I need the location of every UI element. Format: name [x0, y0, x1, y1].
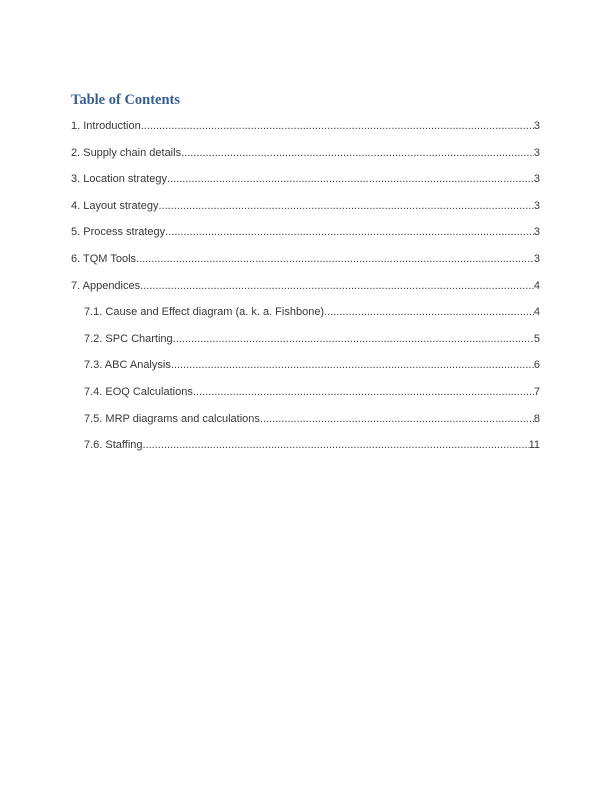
- toc-leader-dots: [143, 432, 529, 459]
- toc-entry-layout-strategy[interactable]: [71, 193, 540, 220]
- toc-entry-supply-chain-details[interactable]: [71, 140, 540, 167]
- toc-entry-mrp-diagrams-and-calculations[interactable]: [71, 406, 540, 433]
- toc-leader-dots: [181, 140, 534, 167]
- table-of-contents: [71, 113, 540, 459]
- toc-entry-introduction[interactable]: [71, 113, 540, 140]
- toc-entry-label: 7.2. SPC Charting: [84, 332, 173, 345]
- toc-entry-tqm-tools[interactable]: [71, 246, 540, 273]
- toc-entry-label: 3. Location strategy: [71, 173, 168, 186]
- toc-entry-page: 6: [533, 359, 540, 372]
- toc-leader-dots: [171, 352, 534, 379]
- toc-entry-label: 7.5. MRP diagrams and calculations: [84, 412, 260, 425]
- toc-entry-spc-charting[interactable]: [71, 326, 540, 353]
- toc-entry-eoq-calculations[interactable]: [71, 379, 540, 406]
- toc-leader-dots: [141, 113, 534, 140]
- toc-entry-page: 3: [533, 226, 540, 239]
- toc-entry-page: 5: [533, 332, 540, 345]
- toc-entry-label: 4. Layout strategy: [71, 199, 159, 212]
- toc-leader-dots: [165, 219, 534, 246]
- toc-entry-page: 3: [533, 120, 540, 132]
- toc-entry-process-strategy[interactable]: [71, 219, 540, 246]
- toc-entry-label: 2. Supply chain details: [71, 146, 182, 159]
- toc-entry-staffing[interactable]: [71, 432, 540, 459]
- toc-leader-dots: [324, 299, 534, 326]
- toc-leader-dots: [167, 166, 534, 193]
- toc-entry-page: 3: [533, 146, 540, 159]
- toc-entry-page: 3: [533, 199, 540, 212]
- toc-entry-appendices[interactable]: [71, 273, 540, 300]
- toc-entry-page: 3: [533, 173, 540, 186]
- toc-entry-page: 11: [528, 439, 540, 452]
- toc-leader-dots: [173, 326, 534, 353]
- toc-entry-label: 6. TQM Tools: [71, 252, 137, 265]
- toc-entry-page: 7: [533, 385, 540, 398]
- toc-entry-cause-and-effect-diagram[interactable]: [71, 299, 540, 326]
- toc-leader-dots: [193, 379, 534, 406]
- toc-leader-dots: [158, 193, 533, 220]
- toc-leader-dots: [136, 246, 534, 273]
- toc-entry-label: 7.1. Cause and Effect diagram (a. k. a. Fishbone): [84, 306, 325, 319]
- toc-title: Table of Contents: [71, 92, 181, 108]
- toc-leader-dots: [140, 273, 534, 300]
- toc-entry-label: 5. Process strategy: [71, 226, 166, 239]
- toc-entry-abc-analysis[interactable]: [71, 352, 540, 379]
- toc-entry-page: 4: [533, 306, 540, 319]
- toc-leader-dots: [260, 406, 534, 433]
- toc-entry-label: 7.6. Staffing: [84, 439, 143, 452]
- toc-entry-page: 4: [533, 279, 540, 292]
- toc-entry-label: 7. Appendices: [71, 279, 141, 292]
- toc-entry-location-strategy[interactable]: [71, 166, 540, 193]
- toc-entry-page: 3: [533, 252, 540, 265]
- toc-entry-page: 8: [533, 412, 540, 425]
- toc-entry-label: 7.4. EOQ Calculations: [84, 385, 193, 398]
- toc-entry-label: 1. Introduction: [71, 120, 141, 132]
- toc-entry-label: 7.3. ABC Analysis: [84, 359, 171, 372]
